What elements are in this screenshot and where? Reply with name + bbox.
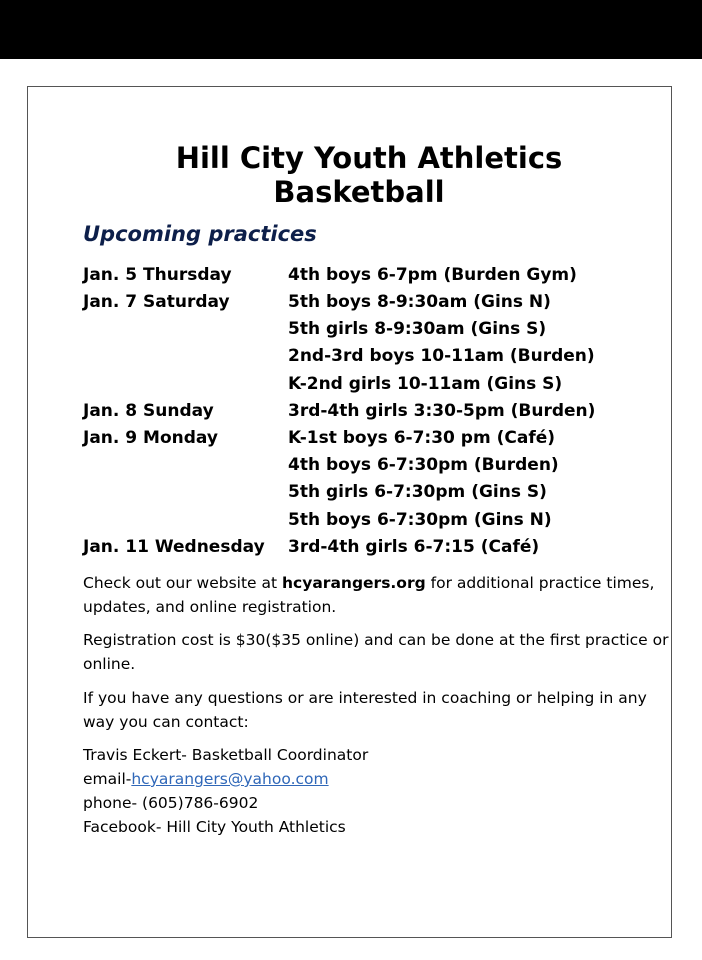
- contact-block: [83, 743, 643, 839]
- top-black-bar: [0, 0, 702, 59]
- questions-paragraph: If you have any questions or are interested in coaching or helping in any way you can contact:: [83, 689, 647, 731]
- schedule-row: [83, 452, 683, 479]
- schedule-date: Jan. 9 Monday: [83, 428, 218, 448]
- schedule-event: 3rd-4th girls 3:30-5pm (Burden): [288, 401, 596, 421]
- schedule-row: [83, 534, 683, 561]
- schedule-event: 5th boys 8-9:30am (Gins N): [288, 292, 551, 312]
- registration-paragraph: Registration cost is $30($35 online) and can be done at the first practice or online.: [83, 631, 669, 673]
- email-label: email-: [83, 770, 132, 788]
- schedule-date: Jan. 8 Sunday: [83, 401, 214, 421]
- schedule-row: [83, 289, 683, 316]
- schedule-event: 2nd-3rd boys 10-11am (Burden): [288, 346, 595, 366]
- schedule-event: 5th girls 8-9:30am (Gins S): [288, 319, 547, 339]
- schedule-row: [83, 262, 683, 289]
- schedule-date: Jan. 11 Wednesday: [83, 537, 265, 557]
- schedule-row: [83, 425, 683, 452]
- schedule-event: 4th boys 6-7:30pm (Burden): [288, 455, 559, 475]
- schedule-row: [83, 507, 683, 534]
- website-suffix: for additional practice times, updates, and online registration.: [83, 574, 655, 616]
- contact-facebook: Facebook- Hill City Youth Athletics: [83, 818, 346, 836]
- contact-name: Travis Eckert- Basketball Coordinator: [83, 746, 369, 764]
- schedule-event: 5th girls 6-7:30pm (Gins S): [288, 482, 547, 502]
- flyer-subtitle: Basketball: [273, 175, 445, 209]
- website-link[interactable]: hcyarangers.org: [282, 574, 426, 592]
- schedule-event: K-2nd girls 10-11am (Gins S): [288, 374, 563, 394]
- schedule-row: [83, 398, 683, 425]
- schedule-row: [83, 343, 683, 370]
- schedule-event: 3rd-4th girls 6-7:15 (Café): [288, 537, 540, 557]
- schedule-row: [83, 371, 683, 398]
- upcoming-practices-heading: Upcoming practices: [83, 222, 317, 246]
- website-paragraph: [83, 571, 675, 619]
- schedule-event: 5th boys 6-7:30pm (Gins N): [288, 510, 552, 530]
- flyer-title: Hill City Youth Athletics: [175, 141, 563, 175]
- schedule-row: [83, 479, 683, 506]
- schedule-date: Jan. 5 Thursday: [83, 265, 232, 285]
- contact-email-line: [83, 767, 643, 791]
- schedule-event: K-1st boys 6-7:30 pm (Café): [288, 428, 556, 448]
- schedule-event: 4th boys 6-7pm (Burden Gym): [288, 265, 577, 285]
- contact-phone: phone- (605)786-6902: [83, 794, 259, 812]
- email-link[interactable]: hcyarangers@yahoo.com: [131, 770, 329, 788]
- schedule-row: [83, 316, 683, 343]
- website-prefix: Check out our website at: [83, 574, 283, 592]
- schedule-date: Jan. 7 Saturday: [83, 292, 230, 312]
